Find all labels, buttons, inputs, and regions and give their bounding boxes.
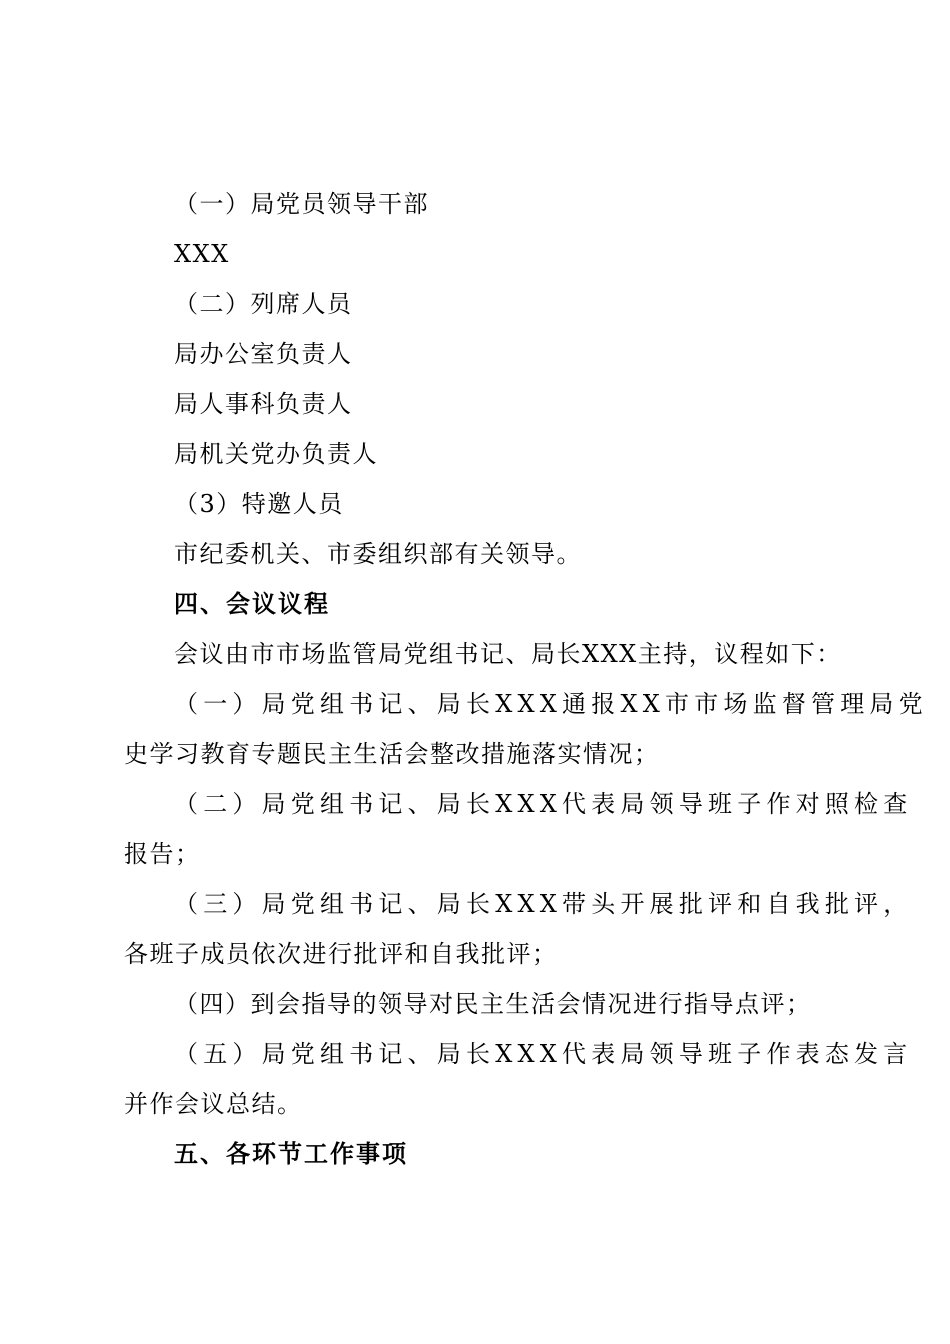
attendee-group2-member: 局机关党办负责人: [174, 440, 378, 468]
attendee-group2-heading: （二）列席人员: [174, 290, 353, 318]
attendee-group2-member: 局办公室负责人: [174, 340, 353, 368]
attendee-group3-member: 市纪委机关、市委组织部有关领导。: [174, 540, 582, 568]
attendee-group1-heading: （一）局党员领导干部: [174, 190, 429, 218]
agenda-item-2-line2: 报告；: [124, 840, 201, 868]
agenda-item-3-line1: （三）局党组书记、局长XXX带头开展批评和自我批评，: [174, 890, 913, 918]
agenda-item-2-line1: （二）局党组书记、局长XXX代表局领导班子作对照检查: [174, 790, 913, 818]
agenda-intro: 会议由市市场监管局党组书记、局长XXX主持，议程如下：: [174, 640, 842, 668]
agenda-item-5-line1: （五）局党组书记、局长XXX代表局领导班子作表态发言: [174, 1040, 913, 1068]
agenda-item-1-line1: （一）局党组书记、局长XXX通报XX市市场监督管理局党: [174, 690, 928, 718]
section5-heading: 五、各环节工作事项: [174, 1140, 408, 1168]
attendee-group3-heading: （3）特邀人员: [174, 490, 344, 518]
agenda-item-4-line1: （四）到会指导的领导对民主生活会情况进行指导点评；: [174, 990, 812, 1018]
section4-heading: 四、会议议程: [174, 590, 330, 618]
agenda-item-5-line2: 并作会议总结。: [124, 1090, 303, 1118]
agenda-item-3-line2: 各班子成员依次进行批评和自我批评；: [124, 940, 558, 968]
attendee-group2-member: 局人事科负责人: [174, 390, 353, 418]
agenda-item-1-line2: 史学习教育专题民主生活会整改措施落实情况；: [124, 740, 660, 768]
attendee-group1-member: XXX: [174, 240, 230, 268]
